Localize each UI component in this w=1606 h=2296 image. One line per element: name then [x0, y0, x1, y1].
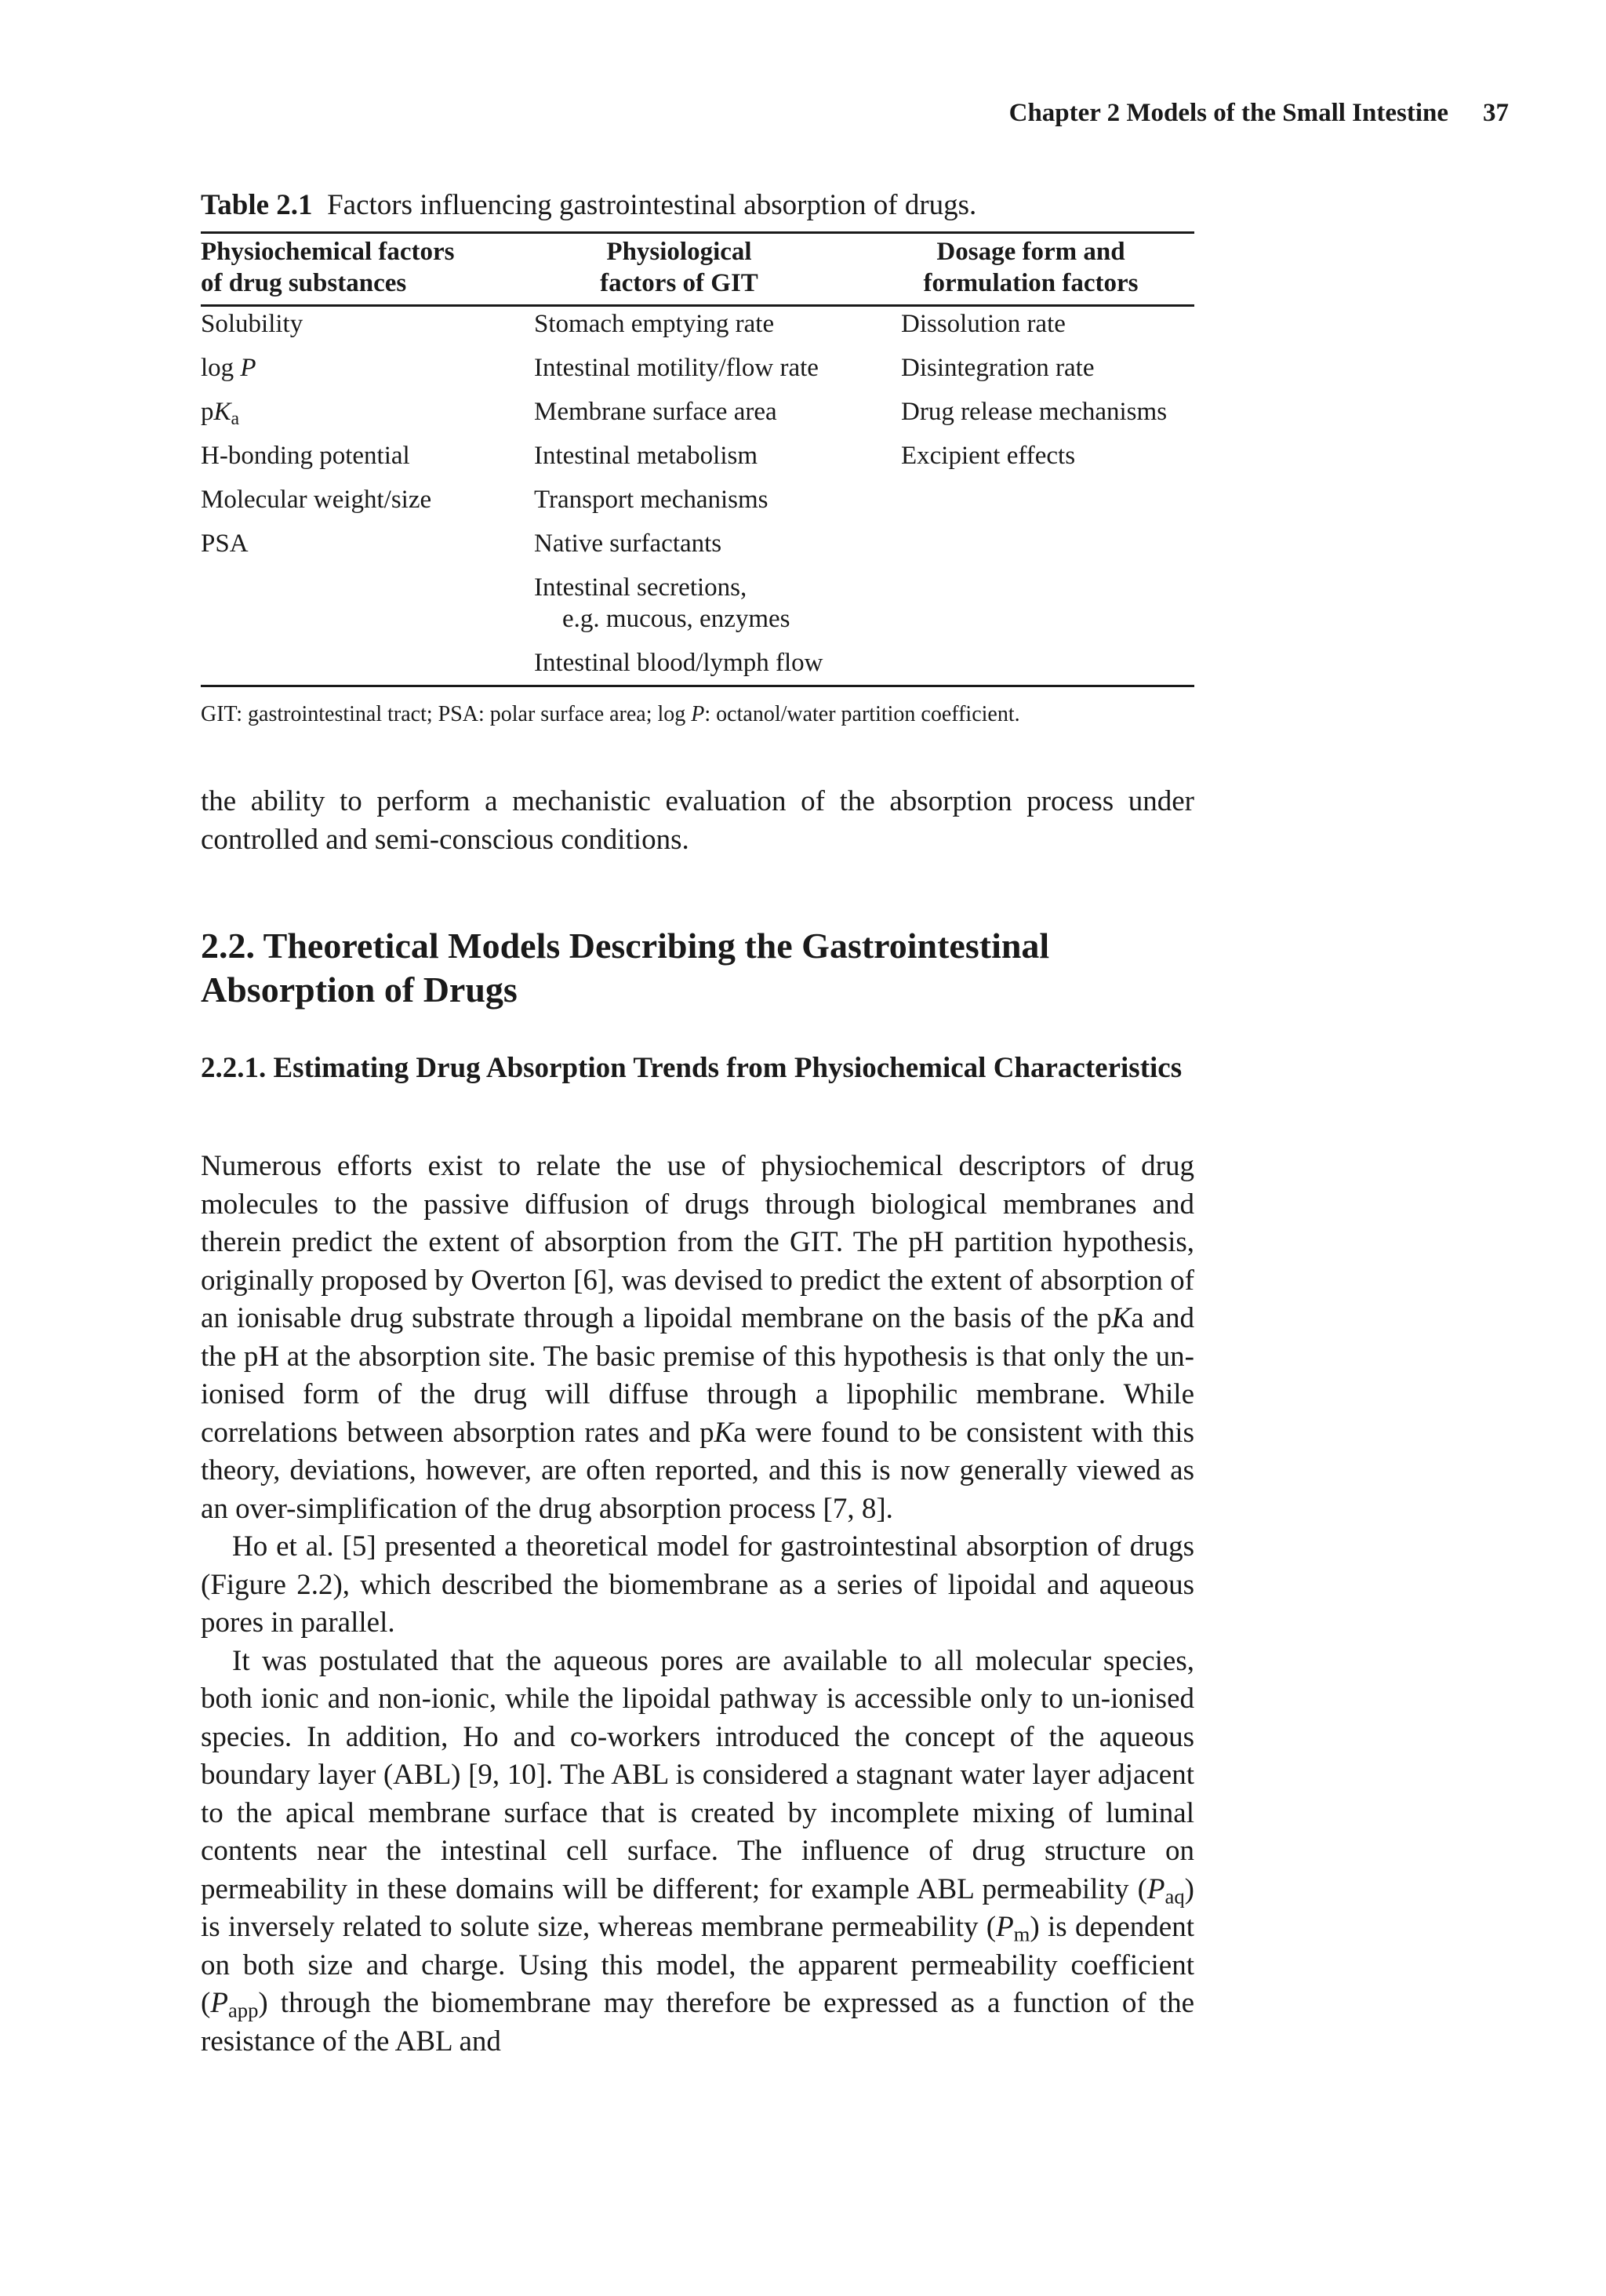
table-cell: Intestinal blood/lymph flow: [534, 649, 823, 677]
table-cell: H-bonding potential: [201, 442, 410, 470]
table-caption: [201, 188, 976, 222]
table-header-rule: [201, 304, 1194, 307]
body-text: [201, 1148, 1194, 2061]
table-cell: Native surfactants: [534, 529, 722, 558]
subsection-heading: 2.2.1. Estimating Drug Absorption Trends from Physiochemical Characteristics: [201, 1052, 1183, 1084]
table-bottom-rule: [201, 685, 1194, 687]
column-header-dosage-form: Dosage form and formulation factors: [923, 238, 1139, 297]
table-footnote: GIT: gastrointestinal tract; PSA: polar surface area; log P: octanol/water partition coefficient.: [201, 702, 1020, 726]
table-cell: Dissolution rate: [901, 310, 1066, 338]
continuation-paragraph: the ability to perform a mechanistic evaluation of the absorption process under controlled and semi-conscious conditions.: [201, 785, 1194, 856]
table-label: Table 2.1: [201, 189, 313, 221]
section-heading: 2.2. Theoretical Models Describing the Gastrointestinal Absorption of Drugs: [201, 926, 1050, 1010]
table-cell: log P: [201, 354, 256, 382]
running-title: Chapter 2 Models of the Small Intestine: [1008, 99, 1448, 127]
column-header-physiological: Physiological factors of GIT: [600, 238, 758, 297]
table-cell: Stomach emptying rate: [534, 310, 775, 338]
table-cell: PSA: [201, 529, 249, 558]
table-cell: Intestinal secretions, e.g. mucous, enzymes: [534, 573, 790, 633]
paragraph: Ho et al. [5] presented a theoretical model for gastrointestinal absorption of drugs (Figure 2.2), which described the biomembrane as a series of lipoidal and aqueous pores in parallel.: [201, 1530, 1194, 1639]
page-number: 37: [1483, 99, 1509, 127]
table-cell: $pK_a$: [201, 398, 240, 429]
table-header-row: [201, 231, 1194, 306]
table-cell: Drug release mechanisms: [901, 398, 1168, 426]
paragraph: It was postulated that the aqueous pores are available to all molecular species, both ionic and non-ionic, while the lipoidal pathway is accessible only to un-ionised species. In addition, Ho and co-workers introduced the concept of the aqueous boundary layer (ABL) [9, 10]. The ABL is considered a stagnant water layer adjacent to the apical membrane surface that is created by incomplete mixing of luminal contents near the intestinal cell surface. The influence of drug structure on permeability in these domains will be different; for example ABL permeability $(P_{aq})$ is inversely related to solute size, whereas membrane permeability $(P_m)$ is dependent on both size and charge. Using this model, the apparent permeability coefficient $(P_{app})$ through the biomembrane may therefore be expressed as a function of the resistance of the ABL and: [201, 1644, 1194, 2058]
table-cell: Disintegration rate: [901, 354, 1095, 382]
table-cell: Molecular weight/size: [201, 486, 432, 514]
table-cell: Intestinal motility/flow rate: [534, 354, 819, 382]
table-cell: Excipient effects: [901, 442, 1076, 470]
paragraph: Numerous efforts exist to relate the use of physiochemical descriptors of drug molecules to the passive diffusion of drugs through biological membranes and therein predict the extent of absorption from the GIT. The pH partition hypothesis, originally proposed by Overton [6], was devised to predict the extent of absorption of an ionisable drug substrate through a lipoidal membrane on the basis of the pKa and the pH at the absorption site. The basic premise of this hypothesis is that only the un-ionised form of the drug will diffuse through a lipophilic membrane. While correlations between absorption rates and pKa were found to be consistent with this theory, deviations, however, are often reported, and this is now generally viewed as an over-simplification of the drug absorption process [7, 8].: [201, 1150, 1194, 1525]
table-caption-text: Factors influencing gastrointestinal absorption of drugs.: [327, 189, 977, 221]
table-cell: Transport mechanisms: [534, 486, 768, 514]
table-cell: Intestinal metabolism: [534, 442, 758, 470]
table-cell: Membrane surface area: [534, 398, 777, 426]
running-header: [1009, 99, 1509, 128]
table-cell: Solubility: [201, 310, 303, 338]
column-header-physiochemical: Physiochemical factors of drug substances: [201, 238, 455, 297]
